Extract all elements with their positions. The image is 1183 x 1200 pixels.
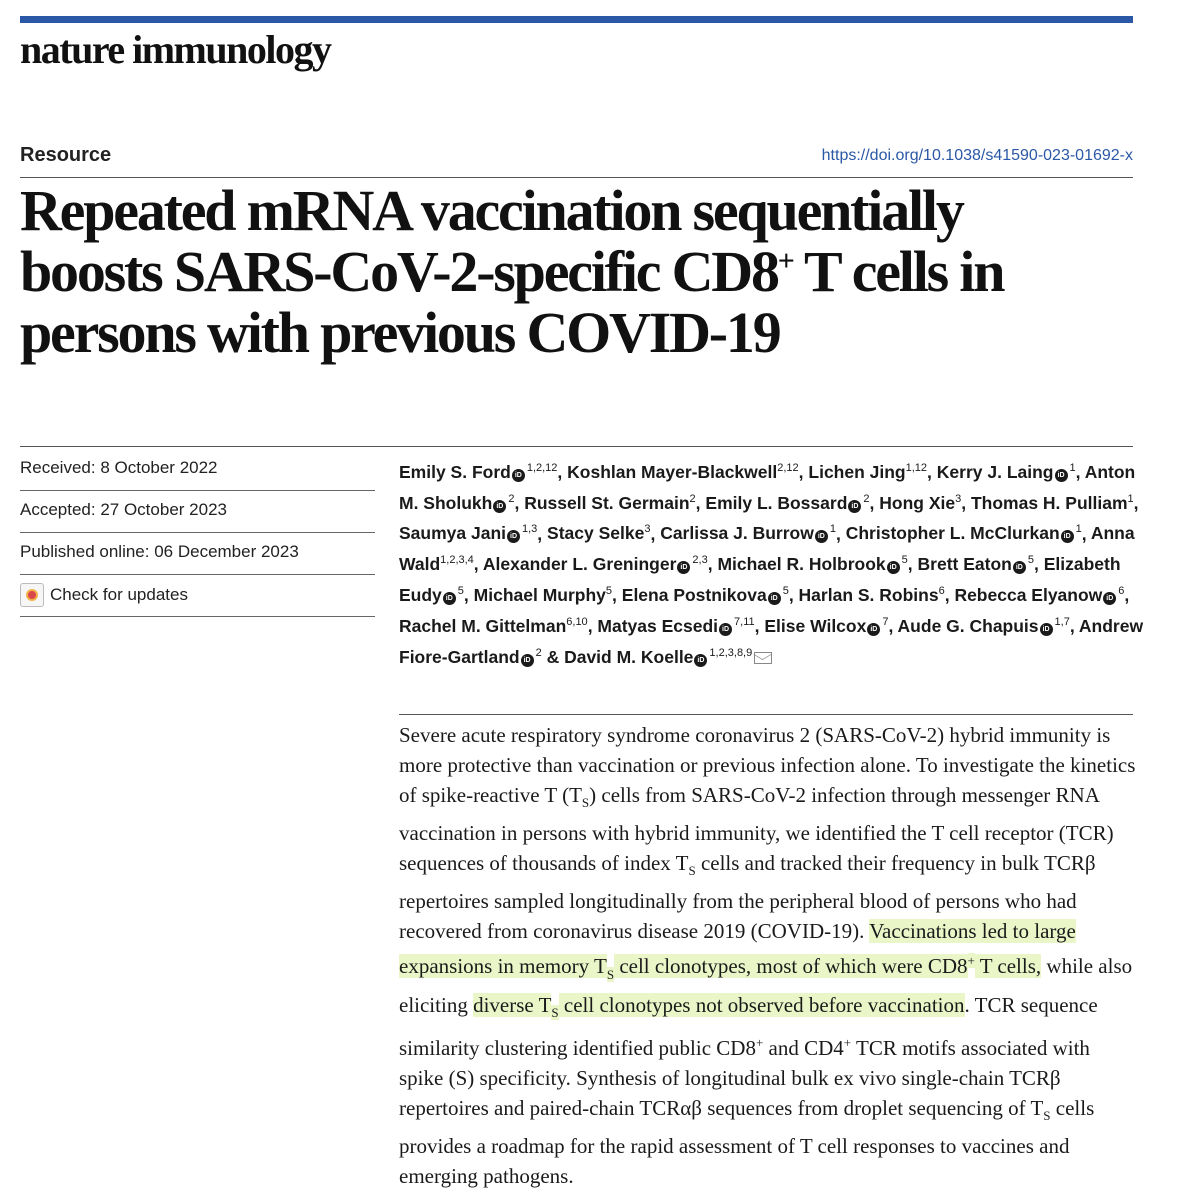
author-affiliation: 1,2,12 — [526, 462, 558, 474]
author-entry[interactable] — [717, 554, 907, 574]
author-name: Elise Wilcox — [764, 615, 867, 636]
author-affiliation: 1,2,3,8,9 — [709, 646, 753, 659]
author-entry[interactable] — [474, 585, 612, 605]
author-affiliation: 2 — [863, 492, 870, 505]
author-affiliation: 3 — [955, 492, 962, 505]
author-entry[interactable] — [399, 616, 588, 636]
author-affiliation: 1,12 — [905, 462, 928, 474]
author-affiliation: 2 — [689, 492, 696, 505]
author-name: Christopher L. McClurkan — [845, 523, 1060, 544]
abstract-text: S — [1043, 1107, 1051, 1123]
author-entry[interactable] — [846, 523, 1082, 543]
abstract-text: S — [581, 795, 590, 811]
author-affiliation: 1 — [1127, 492, 1134, 505]
highlighted-text: + — [967, 953, 975, 969]
author-affiliation: 1,2,3,4 — [440, 554, 474, 567]
orcid-icon[interactable]: iD — [1013, 561, 1026, 574]
author-affiliation: 5 — [605, 585, 613, 598]
author-entry[interactable] — [622, 585, 789, 605]
author-entry[interactable] — [660, 523, 836, 543]
orcid-icon[interactable]: iD — [719, 623, 732, 636]
author-affiliation: 2 — [508, 492, 515, 505]
journal-accent-bar — [20, 16, 1133, 23]
doi-link[interactable]: https://doi.org/10.1038/s41590-023-01692-x — [821, 147, 1133, 164]
author-name: Kerry J. Laing — [936, 461, 1054, 482]
orcid-icon[interactable]: iD — [848, 500, 861, 513]
author-affiliation: 7,11 — [734, 616, 755, 629]
highlighted-text: Vaccinations led to large expansions in memory T — [399, 919, 1076, 979]
author-entry[interactable] — [898, 616, 1070, 636]
abstract-text: and CD4 — [763, 1035, 844, 1060]
abstract-text: Severe acute respiratory syndrome coronavirus 2 (SARS-CoV-2) hybrid immunity is more protective than vaccination or previous infection alone. To investigate the kinetics of spike-reactive T (T — [399, 723, 1136, 807]
article-type: Resource — [20, 144, 112, 166]
author-name: Matyas Ecsedi — [597, 615, 719, 636]
orcid-icon[interactable]: iD — [443, 592, 456, 605]
author-entry[interactable] — [564, 647, 772, 667]
orcid-icon[interactable]: iD — [493, 500, 506, 513]
author-affiliation: 1,3 — [522, 523, 538, 536]
author-entry[interactable] — [483, 554, 708, 574]
author-name: Elena Postnikova — [621, 585, 767, 606]
orcid-icon[interactable]: iD — [815, 530, 828, 543]
author-entry[interactable] — [918, 554, 1034, 574]
author-affiliation: 2,12 — [777, 462, 799, 474]
author-name: David M. Koelle — [564, 646, 694, 667]
author-entry[interactable] — [808, 462, 927, 482]
author-affiliation: 6 — [1118, 585, 1125, 598]
orcid-icon[interactable]: iD — [887, 561, 900, 574]
orcid-icon[interactable]: iD — [1040, 623, 1053, 636]
author-affiliation: 5 — [1027, 554, 1034, 567]
orcid-icon[interactable]: iD — [694, 654, 707, 667]
highlighted-text: S — [606, 966, 615, 982]
orcid-icon[interactable]: iD — [768, 592, 781, 605]
author-entry[interactable] — [764, 616, 888, 636]
meta-rule — [20, 490, 375, 491]
orcid-icon[interactable]: iD — [521, 654, 534, 667]
author-name: Stacy Selke — [547, 523, 645, 544]
author-affiliation: 6,10 — [566, 616, 588, 629]
received-date: Received: 8 October 2022 — [20, 458, 218, 477]
meta-rule — [20, 532, 375, 533]
abstract-text: TCR motifs associated with spike (S) specificity. Synthesis of longitudinal bulk ex vivo single-chain TCRβ repertoires and paired-chain TCRαβ sequences from droplet sequencing of T — [399, 1035, 1090, 1120]
article-title — [20, 180, 1140, 363]
meta-rule — [20, 574, 375, 575]
author-name: Andrew Fiore-Gartland — [399, 615, 1144, 667]
highlighted-text: cell clonotypes not observed before vaccination — [558, 992, 965, 1017]
author-name: Saumya Jani — [399, 523, 506, 544]
author-list: Emily S. Ford iD$^{1,2,12}$, Koshlan Mayer-Blackwell$^{2,12}$, Lichen Jing$^{1,12}$, Kerry J. Laing $iD^1$, Anton M. Sholukh $iD^2$, Russell St. Germain$^2$, Emily L. Bossard $iD^2$, Hong Xie$^3$, Thomas H. Pulliam$^1$, Saumya Jani iD$^{1,3}$, Stacy Selke$^3$, Carlissa J. Burrow $iD^1$, Christopher L. McClurkan $iD^1$, Anna Wald$^{1,2,3,4}$, Alexander L. Greninger iD$^{2,3}$, Michael R. Holbrook $iD^5$, Brett Eaton $iD^5$, Elizabeth Eudy $iD^5$, Michael Murphy$^5$, Elena Postnikova $iD^5$, Harlan S. Robins$^6$, Rebecca Elyanow $iD^6$, Rachel M. Gittelman$^{6,10}$, Matyas Ecsedi iD$^{7,11}$, Elise Wilcox $iD^7$, Aude G. Chapuis iD$^{1,7}$, Andrew Fiore-Gartland $iD^2$ & David M. Koelle iD$^{1,2,3,8,9}$ — [399, 461, 1144, 667]
email-icon[interactable] — [754, 652, 772, 664]
orcid-icon[interactable]: iD — [507, 530, 520, 543]
orcid-icon[interactable]: iD — [1055, 469, 1068, 482]
abstract-divider — [399, 714, 1133, 715]
author-affiliation: 1 — [1075, 523, 1082, 536]
orcid-icon[interactable]: iD — [512, 469, 525, 482]
author-name: Rebecca Elyanow — [954, 585, 1103, 606]
published-date: Published online: 06 December 2023 — [20, 542, 299, 561]
author-name: Brett Eaton — [917, 554, 1012, 575]
author-entry[interactable] — [937, 462, 1076, 482]
author-name: Michael Murphy — [473, 585, 606, 606]
journal-name: nature immunology — [20, 27, 331, 72]
author-entry[interactable] — [567, 462, 799, 482]
orcid-icon[interactable]: iD — [677, 561, 690, 574]
abstract-text: while also eliciting — [399, 954, 1133, 1017]
orcid-icon[interactable]: iD — [1103, 592, 1116, 605]
author-entry[interactable] — [971, 493, 1134, 513]
abstract-text: cells and tracked their frequency in bulk TCRβ repertoires sampled longitudinally from the peripheral blood of persons who had recovered from coronavirus disease 2019 (COVID-19). — [399, 851, 1096, 944]
author-affiliation: 1 — [1069, 462, 1076, 474]
abstract-text: ) cells from SARS-CoV-2 infection through messenger RNA vaccination in persons with hybrid immunity, we identified the T cell receptor (TCR) sequences of thousands of index T — [399, 783, 1114, 876]
title-line-3: persons with previous COVID-19 — [20, 300, 780, 365]
author-affiliation: 3 — [644, 523, 651, 536]
author-name: Rachel M. Gittelman — [399, 615, 567, 636]
author-affiliation: 1 — [829, 523, 836, 536]
highlighted-text: S — [551, 1004, 559, 1020]
author-affiliation: 2,3 — [692, 554, 708, 567]
orcid-icon[interactable]: iD — [867, 623, 880, 636]
author-affiliation: 2 — [535, 646, 542, 659]
author-name: Harlan S. Robins — [798, 585, 939, 606]
author-affiliation: 7 — [882, 616, 889, 629]
author-name: Michael R. Holbrook — [717, 554, 886, 575]
meta-rule — [20, 616, 375, 617]
author-affiliation: 5 — [782, 585, 789, 598]
author-entry[interactable] — [879, 493, 961, 513]
author-entry[interactable] — [547, 523, 650, 543]
abstract-text: + — [755, 1034, 764, 1050]
author-name: Aude G. Chapuis — [897, 615, 1039, 636]
author-affiliation: 5 — [457, 585, 464, 598]
check-updates-label: Check for updates — [50, 585, 188, 604]
abstract — [399, 720, 1139, 1191]
highlighted-text: diverse T — [473, 992, 552, 1017]
author-affiliation: 5 — [901, 554, 908, 567]
abstract-text: S — [688, 863, 696, 879]
author-name: Emily L. Bossard — [705, 492, 848, 513]
title-line-2b: T cells in — [792, 239, 1004, 304]
author-affiliation: 6 — [938, 585, 945, 598]
author-name: Carlissa J. Burrow — [660, 523, 814, 544]
check-updates-icon — [20, 583, 44, 607]
author-name: Emily S. Ford — [399, 461, 511, 482]
check-for-updates-button[interactable] — [20, 583, 375, 607]
title-line-2a: boosts SARS-CoV-2-specific CD8 — [20, 239, 778, 304]
author-entry[interactable] — [597, 616, 754, 636]
author-name: Elizabeth Eudy — [399, 554, 1121, 606]
orcid-icon[interactable]: iD — [1061, 530, 1074, 543]
abstract-text: cells provides a roadmap for the rapid assessment of T cell responses to vaccines and emerging pathogens. — [399, 1095, 1095, 1188]
abstract-text: + — [843, 1034, 852, 1050]
author-affiliation: 1,7 — [1054, 616, 1070, 629]
author-name: Russell St. Germain — [524, 492, 690, 513]
meta-divider — [20, 446, 1133, 447]
highlighted-text: T cells, — [974, 954, 1042, 979]
abstract-text: . TCR sequence similarity clustering identified public CD8 — [399, 992, 1098, 1060]
author-entry[interactable] — [954, 585, 1124, 605]
author-entry[interactable] — [705, 493, 869, 513]
author-entry[interactable] — [524, 493, 695, 513]
author-name: Anton M. Sholukh — [399, 461, 1136, 513]
author-entry[interactable] — [799, 585, 945, 605]
highlighted-text: cell clonotypes, most of which were CD8 — [614, 954, 968, 979]
accepted-date: Accepted: 27 October 2023 — [20, 500, 227, 519]
author-entry[interactable] — [399, 523, 537, 543]
author-name: Alexander L. Greninger — [482, 554, 677, 575]
author-name: Hong Xie — [879, 492, 956, 513]
author-entry[interactable] — [399, 462, 557, 482]
author-name: Lichen Jing — [808, 461, 906, 482]
author-name: Thomas H. Pulliam — [970, 492, 1128, 513]
title-superscript: + — [777, 244, 793, 278]
author-name: Koshlan Mayer-Blackwell — [567, 461, 778, 482]
author-name: Anna Wald — [399, 523, 1135, 575]
title-line-1: Repeated mRNA vaccination sequentially — [20, 178, 963, 243]
